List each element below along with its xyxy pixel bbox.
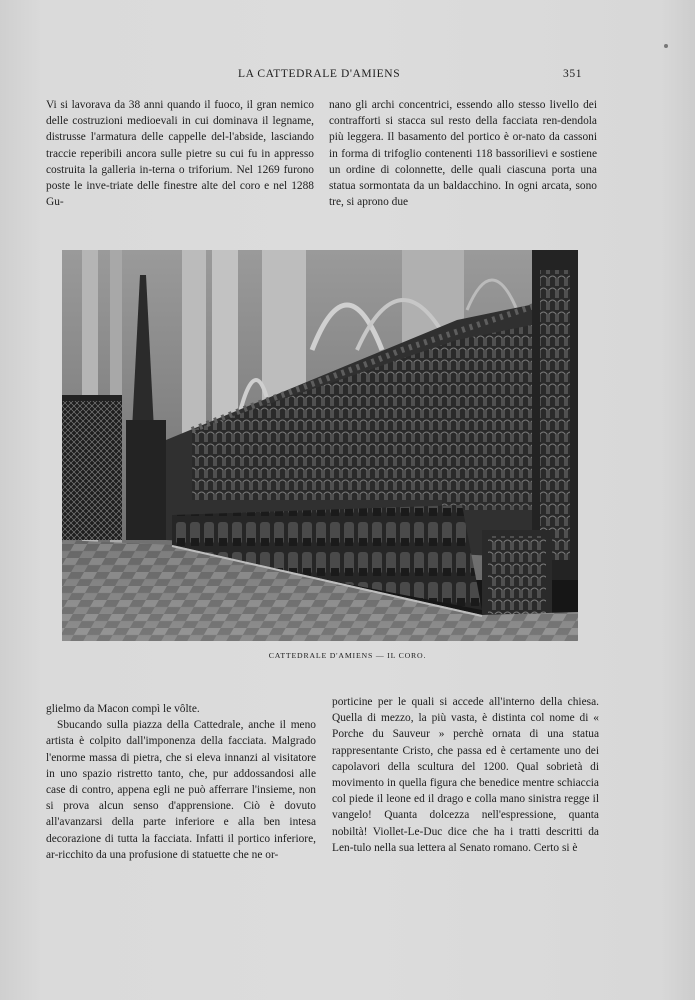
running-head bbox=[0, 68, 695, 84]
paragraph: Sbucando sulla piazza della Cattedrale, anche il meno artista è colpito dall'imponenza della facciata. Malgrado l'enorme massa di pietra, che si eleva innanzi al visitatore in uno spazio ristretto tanto, che, pur addossandosi alle case di contro, appena egli ne può afferrare l'insieme, non si prova alcun senso d'apprensione. Ciò è dovuto all'avanzarsi della parte inferiore e alla ben intesa decorazione di tutta la facciata. Infatti il portico inferiore, ar-ricchito da una profusione di statuette che ne or- bbox=[46, 719, 316, 861]
paragraph: glielmo da Macon compì le vôlte. bbox=[46, 703, 200, 715]
text-column-bottom-right bbox=[332, 694, 599, 856]
page-number: 351 bbox=[563, 68, 583, 80]
choir-photograph bbox=[62, 250, 578, 641]
figure-caption: CATTEDRALE D'AMIENS — IL CORO. bbox=[268, 651, 427, 660]
paragraph: Vi si lavorava da 38 anni quando il fuoco, il gran nemico delle costruzioni medioevali in cui dominava il legname, distrusse l'armatura delle cappelle del-l'abside, lasciando traccie reperibili ancora sulle pietre su cui fu in appresso costruita la galleria in-terna o triforium. Nel 1269 furono poste le inve-triate delle finestre alte del coro e nel 1288 Gu- bbox=[46, 99, 314, 209]
paragraph: porticine per le quali si accede all'interno della chiesa. Quella di mezzo, la più vasta, è distinta col nome di « Porche du Sauveur » perchè ornata di una statua rappresentante Cristo, che passa ed è certamente uno dei capolavori della scultura del 1200. Qual sobrietà di movimento in quella figura che benedice mentre schiaccia col piede il leone ed il drago e colla mano sinistra regge il vangelo! Quanta dolcezza nell'espressione, quanta nobiltà! Viollet-Le-Duc dice che ha i tratti descritti da Len-tulo nella sua lettera al Senato romano. Certo si è bbox=[332, 696, 599, 854]
text-column-top-right bbox=[329, 97, 597, 210]
paragraph: nano gli archi concentrici, essendo allo stesso livello dei contrafforti si stacca sul resto della facciata ren-dendola più leggera. Il basamento del portico è or-nato da cassoni in forma di trifoglio contenenti 118 bassorilievi e sostiene un ordine di colonnette, delle quali ciascuna porta una statua sormontata da un baldacchino. In ogni arcata, sono tre, si aprono due bbox=[329, 99, 597, 209]
running-title: LA CATTEDRALE D'AMIENS bbox=[238, 68, 401, 80]
page-speck bbox=[664, 44, 668, 48]
text-column-bottom-left bbox=[46, 701, 316, 863]
text-column-top-left bbox=[46, 97, 314, 210]
